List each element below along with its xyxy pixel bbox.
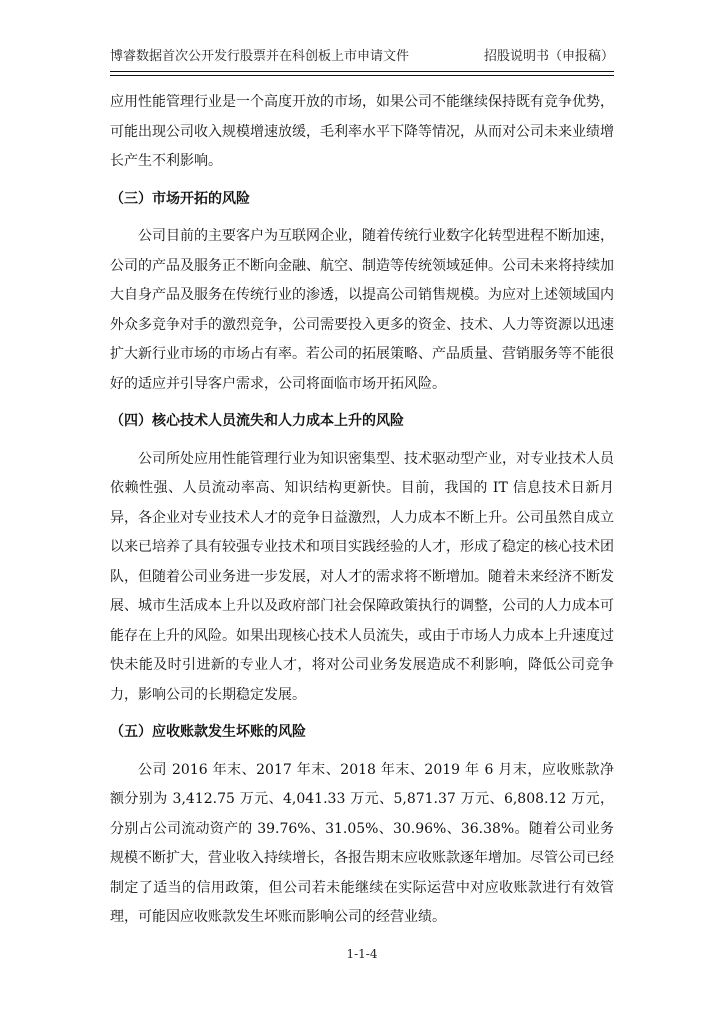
page-body [110, 88, 614, 933]
page-header [110, 48, 614, 69]
section-body-bad-debt-risk: 公司 2016 年末、2017 年末、2018 年末、2019 年 6 月末，应收账款净额分别为 3,412.75 万元、4,041.33 万元、5,871.37 万元、6,808.12 万元，分别占公司流动资产的 39.76%、31.05%、30.96%、36.38%。随着公司业务规模不断扩大，营业收入持续增长，各报告期末应收账款逐年增加。尽管公司已经制定了适当的信用政策，但公司若未能继续在实际运营中对应收账款进行有效管理，可能因应收账款发生坏账而影响公司的经营业绩。 [110, 761, 615, 925]
header-document-title: 博睿数据首次公开发行股票并在科创板上市申请文件 [110, 49, 410, 64]
header-document-type: 招股说明书（申报稿） [483, 49, 614, 64]
header-rule-thick [110, 71, 614, 72]
header-rule-thin [110, 75, 614, 76]
section-body-talent-risk: 公司所处应用性能管理行业为知识密集型、技术驱动型产业，对专业技术人员依赖性强、人员流动率高、知识结构更新快。目前，我国的 IT 信息技术日新月异，各企业对专业技术人才的竞争日益激烈，人力成本不断上升。公司虽然自成立以来已培养了具有较强专业技术和项目实践经验的人才，形成了稳定的核心技术团队，但随着公司业务进一步发展，对人才的需求将不断增加。随着未来经济不断发展、城市生活成本上升以及政府部门社会保障政策执行的调整，公司的人力成本可能存在上升的风险。如果出现核心技术人员流失，或由于市场人力成本上升速度过快未能及时引进新的专业人才，将对公司业务发展造成不利影响，降低公司竞争力，影响公司的长期稳定发展。 [110, 450, 614, 703]
section-heading-talent-risk: （四）核心技术人员流失和人力成本上升的风险 [110, 413, 404, 429]
section-heading-market-expansion: （三）市场开拓的风险 [110, 190, 250, 207]
page-number: 1-1-4 [346, 947, 378, 961]
section-heading-bad-debt-risk: （五）应收账款发生坏账的风险 [110, 724, 306, 740]
intro-paragraph: 应用性能管理行业是一个高度开放的市场，如果公司不能继续保持既有竞争优势，可能出现公司收入规模增速放缓，毛利率水平下降等情况，从而对公司未来业绩增长产生不利影响。 [110, 94, 614, 169]
section-body-market-expansion: 公司目前的主要客户为互联网企业，随着传统行业数字化转型进程不断加速，公司的产品及服务正不断向金融、航空、制造等传统领域延伸。公司未来将持续加大自身产品及服务在传统行业的渗透，以提高公司销售规模。为应对上述领域国内外众多竞争对手的激烈竞争，公司需要投入更多的资金、技术、人力等资源以迅速扩大新行业市场的市场占有率。若公司的拓展策略、产品质量、营销服务等不能很好的适应并引导客户需求，公司将面临市场开拓风险。 [110, 228, 614, 392]
